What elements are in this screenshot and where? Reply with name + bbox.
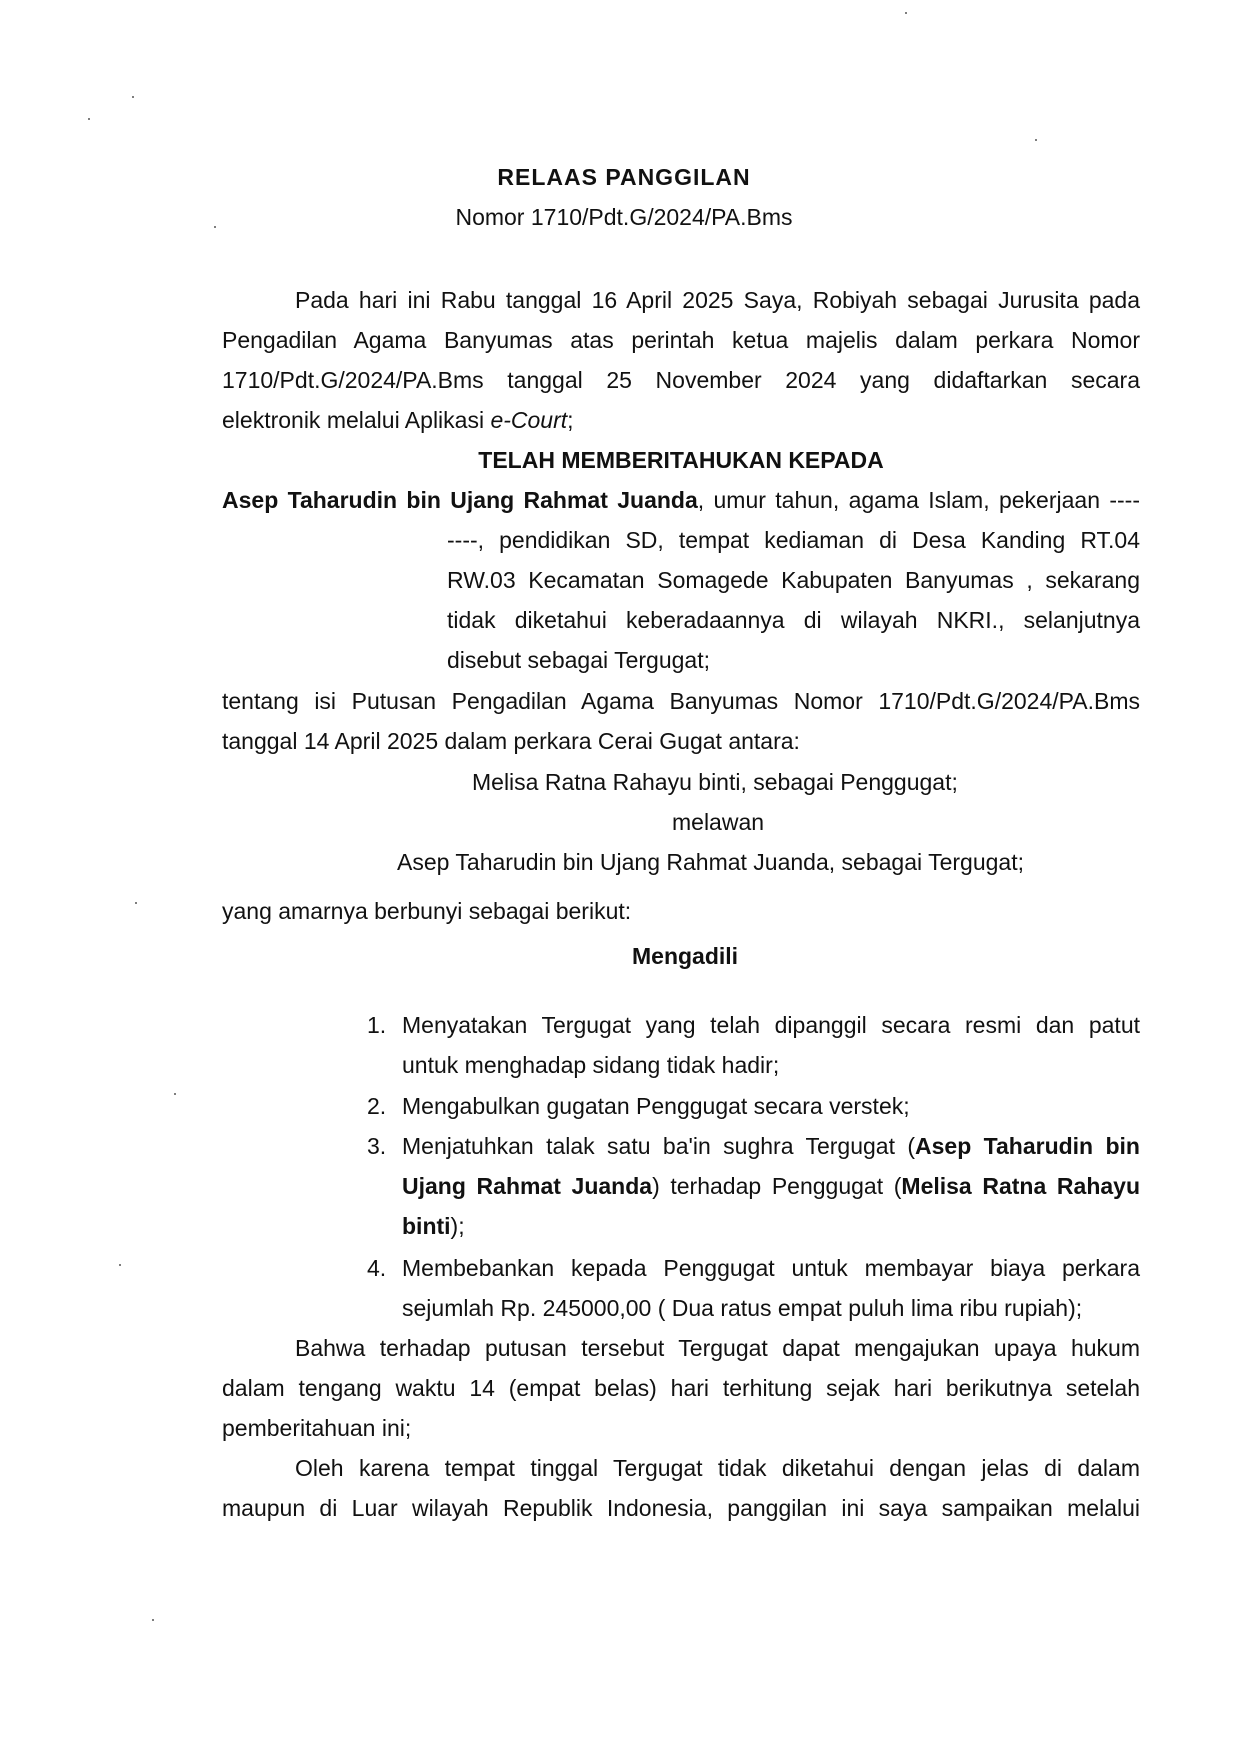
item-3-line-2-text: ) terhadap Penggugat ( <box>652 1173 902 1199</box>
defendant-line-3: RW.03 Kecamatan Somagede Kabupaten Banyumas , sekarang <box>447 567 1140 593</box>
closing-line-1: Oleh karena tempat tinggal Tergugat tidak diketahui dengan jelas di dalam <box>295 1455 1140 1481</box>
appeal-line-2: dalam tengang waktu 14 (empat belas) hari terhitung sejak hari berikutnya setelah <box>222 1375 1140 1401</box>
item-3-plaintiff-name-a: Melisa Ratna Rahayu <box>901 1173 1140 1199</box>
scan-speck <box>132 96 134 98</box>
mengadili-heading: Mengadili <box>632 943 739 969</box>
amar-intro: yang amarnya berbunyi sebagai berikut: <box>222 898 632 924</box>
defendant-line-1-rest: , umur tahun, agama Islam, pekerjaan ---- <box>697 487 1140 513</box>
intro-line-4-text: elektronik melalui Aplikasi <box>222 407 491 433</box>
intro-line-4 <box>222 405 1140 435</box>
defendant-line-4: tidak diketahui keberadaannya di wilayah NKRI., selanjutnya <box>447 607 1140 633</box>
defendant-party-line: Asep Taharudin bin Ujang Rahmat Juanda, sebagai Tergugat; <box>397 849 1024 875</box>
intro-line-1: Pada hari ini Rabu tanggal 16 April 2025 Saya, Robiyah sebagai Jurusita pada <box>295 287 1140 313</box>
scan-speck <box>152 1619 154 1621</box>
intro-line-4-end: ; <box>567 407 574 433</box>
item-4-number: 4. <box>367 1255 387 1281</box>
item-3-plaintiff-name-b: binti <box>402 1213 451 1239</box>
appeal-line-1: Bahwa terhadap putusan tersebut Tergugat dapat mengajukan upaya hukum <box>295 1335 1140 1361</box>
notify-heading: TELAH MEMBERITAHUKAN KEPADA <box>478 447 884 473</box>
document-number: Nomor 1710/Pdt.G/2024/PA.Bms <box>455 204 793 230</box>
item-3-line-2 <box>402 1171 1140 1201</box>
scan-speck <box>174 1093 176 1095</box>
item-3-defendant-name-a: Asep Taharudin bin <box>915 1133 1140 1159</box>
scan-speck <box>214 226 216 228</box>
defendant-line-5: disebut sebagai Tergugat; <box>447 647 710 673</box>
scan-speck <box>905 12 907 14</box>
item-3-line-1-text: Menjatuhkan talak satu ba'in sughra Tergugat ( <box>402 1133 916 1159</box>
scan-speck <box>88 118 90 120</box>
document-title: RELAAS PANGGILAN <box>497 164 751 190</box>
item-3-defendant-name-b: Ujang Rahmat Juanda <box>402 1173 653 1199</box>
scan-speck <box>1035 139 1037 141</box>
item-2-line-1: Mengabulkan gugatan Penggugat secara verstek; <box>402 1093 910 1119</box>
scan-speck <box>135 902 137 904</box>
item-4-line-1: Membebankan kepada Penggugat untuk membayar biaya perkara <box>402 1255 1140 1281</box>
item-1-line-2: untuk menghadap sidang tidak hadir; <box>402 1052 780 1078</box>
item-1-line-1: Menyatakan Tergugat yang telah dipanggil secara resmi dan patut <box>402 1012 1140 1038</box>
item-3-line-1 <box>402 1131 1140 1161</box>
intro-line-2: Pengadilan Agama Banyumas atas perintah ketua majelis dalam perkara Nomor <box>222 327 1140 353</box>
item-3-line-3-text: ); <box>450 1213 465 1239</box>
intro-line-3: 1710/Pdt.G/2024/PA.Bms tanggal 25 November 2024 yang didaftarkan secara <box>222 367 1140 393</box>
item-3-line-3 <box>402 1211 1140 1241</box>
defendant-line-2: ----, pendidikan SD, tempat kediaman di Desa Kanding RT.04 <box>447 527 1140 553</box>
closing-line-2: maupun di Luar wilayah Republik Indonesia, panggilan ini saya sampaikan melalui <box>222 1495 1140 1521</box>
appeal-line-3: pemberitahuan ini; <box>222 1415 412 1441</box>
item-4-line-2: sejumlah Rp. 245000,00 ( Dua ratus empat puluh lima ribu rupiah); <box>402 1295 1083 1321</box>
ecourt-term: e-Court <box>490 407 568 433</box>
about-line-2: tanggal 14 April 2025 dalam perkara Cerai Gugat antara: <box>222 728 800 754</box>
item-1-number: 1. <box>367 1012 387 1038</box>
about-line-1: tentang isi Putusan Pengadilan Agama Banyumas Nomor 1710/Pdt.G/2024/PA.Bms <box>222 688 1140 714</box>
plaintiff-line: Melisa Ratna Rahayu binti, sebagai Penggugat; <box>472 769 958 795</box>
scan-speck <box>119 1264 121 1266</box>
defendant-line-1 <box>222 485 1140 515</box>
versus-line: melawan <box>672 809 765 835</box>
item-3-number: 3. <box>367 1133 387 1159</box>
defendant-name: Asep Taharudin bin Ujang Rahmat Juanda <box>222 487 698 513</box>
item-2-number: 2. <box>367 1093 387 1119</box>
